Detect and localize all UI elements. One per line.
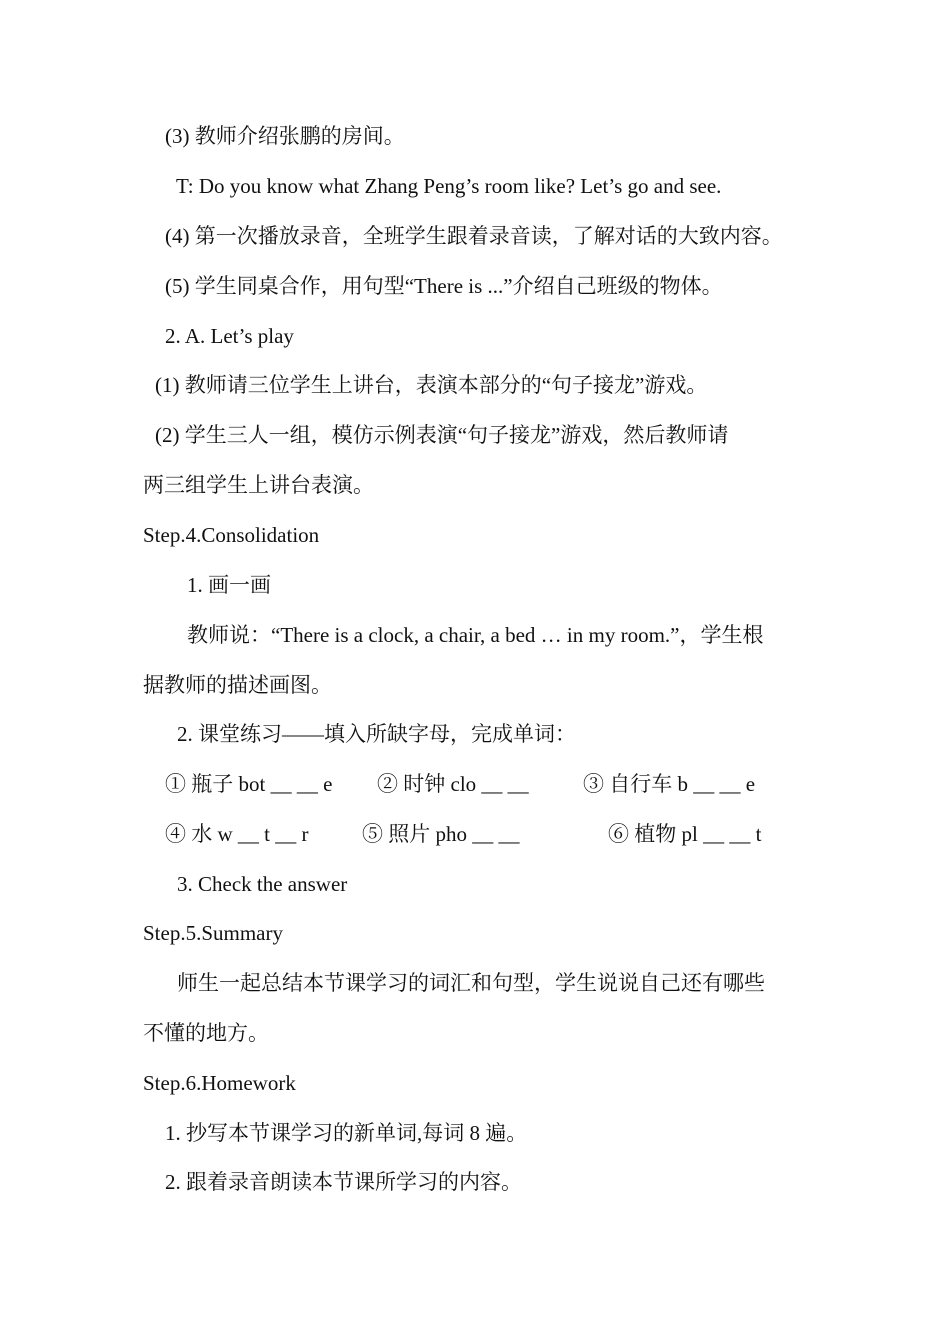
consolidation-heading: Step.4.Consolidation [143,523,320,547]
check-answer-step: 3. Check the answer [177,872,348,896]
teacher-intro-room-step: (3) 教师介绍张鹏的房间。 [165,124,405,148]
sentence-chain-step-1: (1) 教师请三位学生上讲台，表演本部分的“句子接龙”游戏。 [155,373,708,397]
summary-text: 师生一起总结本节课学习的词汇和句型，学生说说自己还有哪些 [177,971,765,995]
pair-work-step: (5) 学生同桌合作，用句型“There is ...”介绍自己班级的物体。 [165,274,723,298]
exercise-plant: ⑥ 植物 pl __ __ t [608,822,762,846]
drawing-activity-instruction: 教师说：“There is a clock, a chair, a bed … in my room.”，学生根 [187,623,764,647]
summary-text-continued: 不懂的地方。 [143,1021,269,1045]
teacher-question-line: T: Do you know what Zhang Peng’s room like? Let’s go and see. [176,174,722,198]
exercise-bike: ③ 自行车 b __ __ e [583,772,756,796]
drawing-activity-title: 1. 画一画 [187,573,271,597]
exercise-row-1 [0,769,950,799]
classroom-exercise-title: 2. 课堂练习——填入所缺字母，完成单词： [177,722,576,746]
sentence-chain-step-2: (2) 学生三人一组，模仿示例表演“句子接龙”游戏，然后教师请 [155,423,729,447]
homework-item-1: 1. 抄写本节课学习的新单词,每词 8 遍。 [165,1121,528,1145]
exercise-clock: ② 时钟 clo __ __ [377,772,529,796]
exercise-water: ④ 水 w __ t __ r [165,822,309,846]
exercise-bottle: ① 瓶子 bot __ __ e [165,772,333,796]
sentence-chain-step-2-continued: 两三组学生上讲台表演。 [143,473,374,497]
homework-heading: Step.6.Homework [143,1071,296,1095]
lets-play-heading: 2. A. Let’s play [165,324,294,348]
play-recording-step: (4) 第一次播放录音，全班学生跟着录音读，了解对话的大致内容。 [165,224,783,248]
summary-heading: Step.5.Summary [143,921,283,945]
homework-item-2: 2. 跟着录音朗读本节课所学习的内容。 [165,1170,522,1194]
drawing-activity-instruction-continued: 据教师的描述画图。 [143,673,332,697]
exercise-photo: ⑤ 照片 pho __ __ [362,822,520,846]
exercise-row-2 [0,819,950,849]
